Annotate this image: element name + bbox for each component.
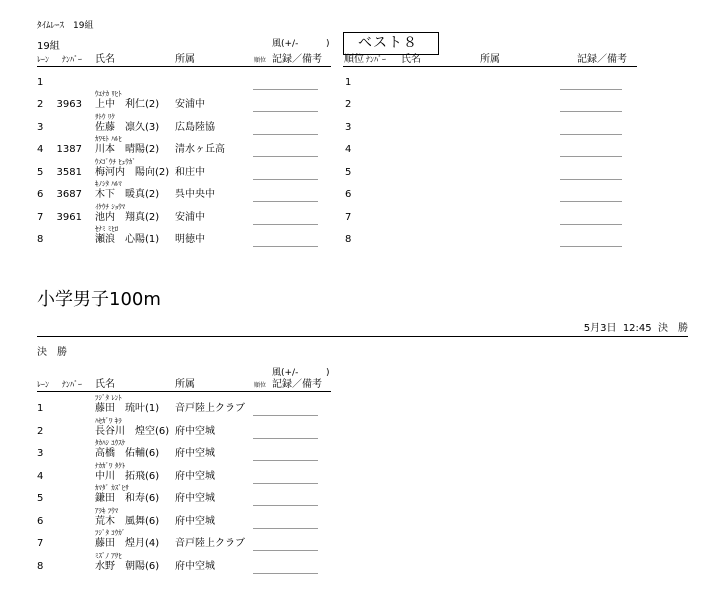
- best8-rank: 8: [345, 234, 352, 245]
- header-lane: ﾚｰﾝ: [37, 55, 49, 64]
- team-name: 府中空城: [175, 470, 215, 482]
- best8-header-team: 所属: [480, 54, 500, 65]
- bib-number: 3581: [56, 166, 82, 178]
- header-team: 所属: [175, 54, 195, 65]
- best8-box: [343, 32, 439, 55]
- header-record: 記録／備考: [272, 54, 322, 65]
- best8-rank: 1: [345, 77, 352, 88]
- team-name: 明徳中: [175, 234, 205, 245]
- athlete-name: 水野 朝陽(6): [95, 560, 160, 572]
- name-kana: ｷﾉｼﾀ ﾊﾙﾏ: [95, 180, 122, 189]
- lane-number: 4: [37, 144, 44, 156]
- team-name: 府中空城: [175, 560, 215, 572]
- race-label: ﾀｲﾑﾚｰｽ 19組: [37, 21, 94, 31]
- bib-number: 3687: [56, 189, 82, 201]
- team-name: 音戸陸上クラブ: [175, 403, 245, 414]
- lane-number: 3: [37, 121, 44, 133]
- name-kana: ｾﾅﾐ ﾐﾋﾛ: [95, 225, 119, 233]
- final-header-team: 所属: [175, 379, 195, 390]
- team-name: 府中空城: [175, 425, 215, 437]
- name-kana: ｲｹｳﾁ ｼｮｳﾏ: [95, 202, 126, 211]
- lane-number: 2: [37, 99, 44, 111]
- team-name: 和庄中: [175, 166, 205, 178]
- athlete-name: 荒木 風舞(6): [95, 515, 160, 527]
- name-kana: ｶﾏﾀﾞ ｶｽﾞﾋｻ: [95, 484, 129, 493]
- team-name: 音戸陸上クラブ: [175, 538, 245, 550]
- name-kana: ｳﾒｺﾞｳﾁ ﾋｭｳｶﾞ: [95, 157, 136, 166]
- best8-title: ベスト８: [358, 35, 418, 51]
- lane-number: 5: [37, 166, 44, 178]
- best8-rank: 3: [345, 121, 352, 133]
- name-kana: ﾊｾｶﾞﾜ ｷﾗ: [95, 416, 122, 425]
- athlete-name: 瀬浪 心陽(1): [95, 234, 160, 245]
- team-name: 府中空城: [175, 448, 215, 460]
- best8-rank: 5: [345, 166, 352, 178]
- entry-row: [0, 550, 722, 572]
- athlete-name: 上中 利仁(2): [95, 99, 160, 111]
- athlete-name: 中川 拓飛(6): [95, 470, 160, 482]
- event-schedule: 5月3日 12:45 決 勝: [583, 323, 688, 334]
- name-kana: ﾅｶｶﾞﾜ ﾀｸﾄ: [95, 461, 126, 470]
- name-kana: ｻﾄｳ ﾘｸ: [95, 112, 115, 121]
- best8-header-number: ﾅﾝﾊﾞｰ: [366, 55, 386, 64]
- final-header-name: 氏名: [95, 379, 115, 390]
- athlete-name: 池内 翔真(2): [95, 211, 160, 223]
- team-name: 広島陸協: [175, 121, 215, 133]
- lane-number: 2: [37, 425, 44, 437]
- athlete-name: 鎌田 和寿(6): [95, 493, 160, 505]
- final-wind-close: ): [326, 368, 330, 378]
- athlete-name: 川本 晴陽(2): [95, 144, 160, 156]
- best8-row: [0, 156, 722, 178]
- final-header-rank: 順位: [254, 382, 267, 389]
- name-kana: ﾀｶﾊｼ ﾕｳｽｹ: [95, 439, 126, 448]
- entry-row: [0, 437, 722, 459]
- lane-number: 6: [37, 189, 44, 201]
- lane-number: 6: [37, 515, 44, 527]
- athlete-name: 佐藤 凛久(3): [95, 121, 160, 133]
- bib-number: 3961: [56, 211, 82, 223]
- entry-row: [0, 527, 722, 549]
- entry-row: [0, 460, 722, 482]
- bib-number: 1387: [56, 144, 82, 156]
- header-name: 氏名: [95, 54, 115, 65]
- athlete-name: 藤田 琉叶(1): [95, 403, 160, 414]
- bib-number: 3963: [56, 99, 82, 111]
- best8-record-blank-line: [560, 246, 622, 247]
- header-number: ﾅﾝﾊﾞｰ: [62, 55, 82, 64]
- best8-header-record: 記録／備考: [577, 54, 627, 65]
- lane-number: 5: [37, 493, 44, 505]
- wind-label: 風(+/-: [272, 39, 299, 49]
- final-wind-label: 風(+/-: [272, 368, 299, 378]
- best8-row: [0, 111, 722, 133]
- entry-row: [0, 505, 722, 527]
- lane-number: 3: [37, 448, 44, 460]
- best8-rank: 6: [345, 189, 352, 201]
- record-blank-line: [253, 573, 318, 574]
- title-rule: [37, 336, 688, 337]
- name-kana: ｶﾜﾓﾄ ﾊﾙﾋ: [95, 135, 122, 144]
- team-name: 清水ヶ丘高: [175, 144, 225, 156]
- best8-row: [0, 201, 722, 223]
- athlete-name: 長谷川 煌空(6): [95, 425, 170, 437]
- round-label: 決 勝: [37, 347, 67, 358]
- final-header-record: 記録／備考: [272, 379, 322, 390]
- best8-row: [0, 178, 722, 200]
- name-kana: ﾌｼﾞﾀ ｺｳｶﾞ: [95, 529, 126, 538]
- best8-header-name: 氏名: [401, 54, 421, 65]
- name-kana: ｳｴﾅｶ ﾘﾋﾄ: [95, 90, 122, 99]
- athlete-name: 木下 暖真(2): [95, 189, 160, 201]
- lane-number: 1: [37, 403, 44, 414]
- name-kana: ﾌｼﾞﾀ ﾚﾝﾄ: [95, 394, 122, 402]
- lane-number: 8: [37, 234, 44, 245]
- best8-header-rank: 順位: [344, 54, 364, 65]
- best8-row: [0, 66, 722, 88]
- team-name: 府中空城: [175, 515, 215, 527]
- lane-number: 1: [37, 77, 44, 88]
- athlete-name: 梅河内 陽向(2): [95, 166, 170, 178]
- team-name: 呉中央中: [175, 189, 215, 201]
- best8-rank: 7: [345, 211, 352, 223]
- athlete-name: 藤田 煌月(4): [95, 538, 160, 550]
- lane-number: 7: [37, 538, 44, 550]
- heat-label: 19組: [37, 41, 60, 52]
- team-name: 安浦中: [175, 99, 205, 111]
- final-header-number: ﾅﾝﾊﾞｰ: [62, 380, 82, 389]
- event-title: 小学男子100m: [37, 289, 161, 310]
- wind-close: ): [326, 39, 330, 49]
- record-blank-line: [253, 246, 318, 247]
- name-kana: ﾐｽﾞﾉ ｱｻﾋ: [95, 551, 122, 560]
- lane-number: 4: [37, 470, 44, 482]
- final-header-lane: ﾚｰﾝ: [37, 380, 49, 389]
- team-name: 安浦中: [175, 211, 205, 223]
- best8-row: [0, 133, 722, 155]
- entry-row: [0, 392, 722, 414]
- best8-row: [0, 223, 722, 245]
- name-kana: ｱﾗｷ ﾌｳﾏ: [95, 506, 119, 515]
- best8-rank: 2: [345, 99, 352, 111]
- best8-rank: 4: [345, 144, 352, 156]
- entry-row: [0, 482, 722, 504]
- athlete-name: 高橋 佑輔(6): [95, 448, 160, 460]
- best8-row: [0, 88, 722, 110]
- entry-row: [0, 415, 722, 437]
- lane-number: 8: [37, 560, 44, 572]
- header-rank: 順位: [254, 57, 267, 64]
- lane-number: 7: [37, 211, 44, 223]
- team-name: 府中空城: [175, 493, 215, 505]
